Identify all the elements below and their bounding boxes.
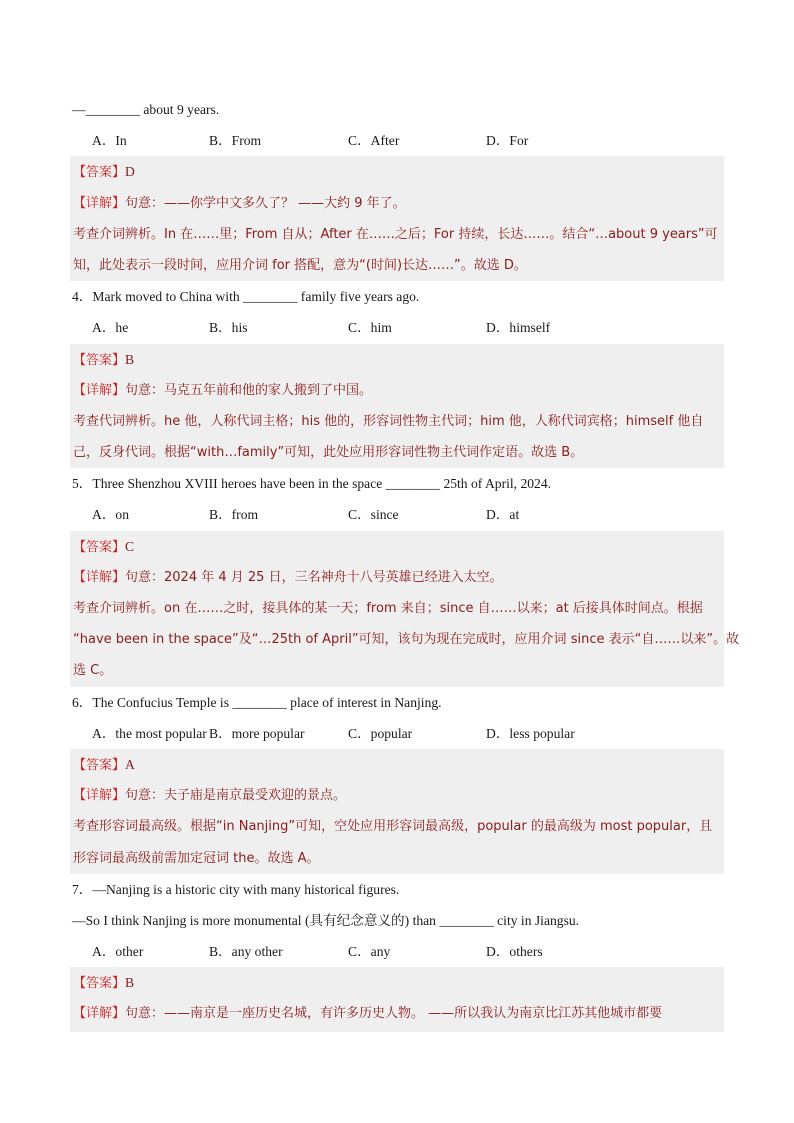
option-a: A．In <box>92 133 127 149</box>
question-stem: 6．The Confucius Temple is ________ place of interest in Nanjing. <box>72 694 442 710</box>
option-c: C．since <box>348 507 399 523</box>
question-stem: 7．—Nanjing is a historic city with many historical figures. <box>72 881 400 897</box>
answer-value: A <box>125 756 135 772</box>
answer-line <box>70 967 724 998</box>
options-row <box>70 718 724 749</box>
answer-value: D <box>125 164 135 180</box>
detail-line <box>70 998 724 1032</box>
detail-text: 句意：马克五年前和他的家人搬到了中国。 <box>125 382 373 398</box>
question-stem: —________ about 9 years. <box>72 102 220 117</box>
option-b: B．from <box>209 507 259 523</box>
detail-line: 选 C。 <box>70 655 724 686</box>
document-page <box>70 94 740 1032</box>
answer-tag: 【答案】 <box>73 976 126 992</box>
detail-line: “have been in the space”及“…25th of April”可知，该句为现在完成时，应用介词 since 表示“自……以来”。故 <box>70 624 724 655</box>
option-b: B．his <box>209 320 248 336</box>
option-d: D．at <box>486 507 520 523</box>
answer-value: B <box>125 351 135 367</box>
option-a: A．he <box>92 320 129 336</box>
options-row <box>70 312 724 343</box>
answer-value: C <box>125 538 135 554</box>
options-row <box>70 499 724 530</box>
detail-text: 句意：——南京是一座历史名城，有许多历史人物。 ——所以我认为南京比江苏其他城市都要 <box>125 1006 663 1022</box>
detail-line: 考查形容词最高级。根据“in Nanjing”可知，空处应用形容词最高级，popular 的最高级为 most popular，且 <box>70 811 724 842</box>
detail-line <box>70 375 724 406</box>
option-d: D．himself <box>486 320 551 336</box>
detail-tag: 【详解】 <box>73 195 126 211</box>
answer-line <box>70 531 724 562</box>
answer-tag: 【答案】 <box>73 757 126 773</box>
option-c: C．popular <box>348 725 413 741</box>
detail-text: 句意：夫子庙是南京最受欢迎的景点。 <box>125 788 347 804</box>
detail-tag: 【详解】 <box>73 1006 126 1022</box>
detail-line: 考查代词辨析。he 他，人称代词主格；his 他的，形容词性物主代词；him 他，人称代词宾格；himself 他自 <box>70 406 724 437</box>
option-c: C．him <box>348 320 392 336</box>
option-c: C．After <box>348 133 400 149</box>
answer-line <box>70 749 724 780</box>
answer-line <box>70 344 724 375</box>
detail-line <box>70 562 724 593</box>
option-a: A．other <box>92 944 144 960</box>
option-c: C．any <box>348 944 391 960</box>
question-stem: 5．Three Shenzhou XVIII heroes have been in the space ________ 25th of April, 2024. <box>72 476 552 492</box>
option-b: B．more popular <box>209 725 305 741</box>
detail-line: 知，此处表示一段时间，应用介词 for 搭配，意为“(时间)长达……”。故选 D。 <box>70 250 724 281</box>
detail-line: 考查介词辨析。on 在……之时，接具体的某一天；from 来自；since 自……以来；at 后接具体时间点。根据 <box>70 593 724 624</box>
option-b: B．From <box>209 133 262 149</box>
option-d: D．others <box>486 944 543 960</box>
answer-tag: 【答案】 <box>73 165 126 181</box>
detail-tag: 【详解】 <box>73 382 126 398</box>
answer-line <box>70 156 724 187</box>
detail-text: 句意：2024 年 4 月 25 日，三名神舟十八号英雄已经进入太空。 <box>125 569 503 585</box>
answer-tag: 【答案】 <box>73 539 126 555</box>
detail-text: 句意：——你学中文多久了？ ——大约 9 年了。 <box>125 195 406 211</box>
question-stem: 4．Mark moved to China with ________ family five years ago. <box>72 289 420 305</box>
option-d: D．For <box>486 133 529 149</box>
detail-tag: 【详解】 <box>73 788 126 804</box>
option-a: A．on <box>92 507 130 523</box>
detail-line: 己，反身代词。根据“with…family”可知，此处应用形容词性物主代词作定语。故选 B。 <box>70 437 724 468</box>
detail-line: 考查介词辨析。In 在……里；From 自从；After 在……之后；For 持续，长达……。结合“…about 9 years”可 <box>70 219 724 250</box>
detail-line <box>70 780 724 811</box>
detail-line: 形容词最高级前需加定冠词 the。故选 A。 <box>70 843 724 874</box>
question-stem-continued: —So I think Nanjing is more monumental (具有纪念意义的) than ________ city in Jiangsu. <box>72 912 580 928</box>
detail-tag: 【详解】 <box>73 569 126 585</box>
option-d: D．less popular <box>486 725 575 741</box>
option-a: A．the most popular <box>92 725 207 741</box>
answer-tag: 【答案】 <box>73 352 126 368</box>
options-row <box>70 125 724 156</box>
detail-line <box>70 188 724 219</box>
options-row <box>70 936 724 967</box>
answer-value: B <box>125 975 135 991</box>
option-b: B．any other <box>209 944 283 960</box>
